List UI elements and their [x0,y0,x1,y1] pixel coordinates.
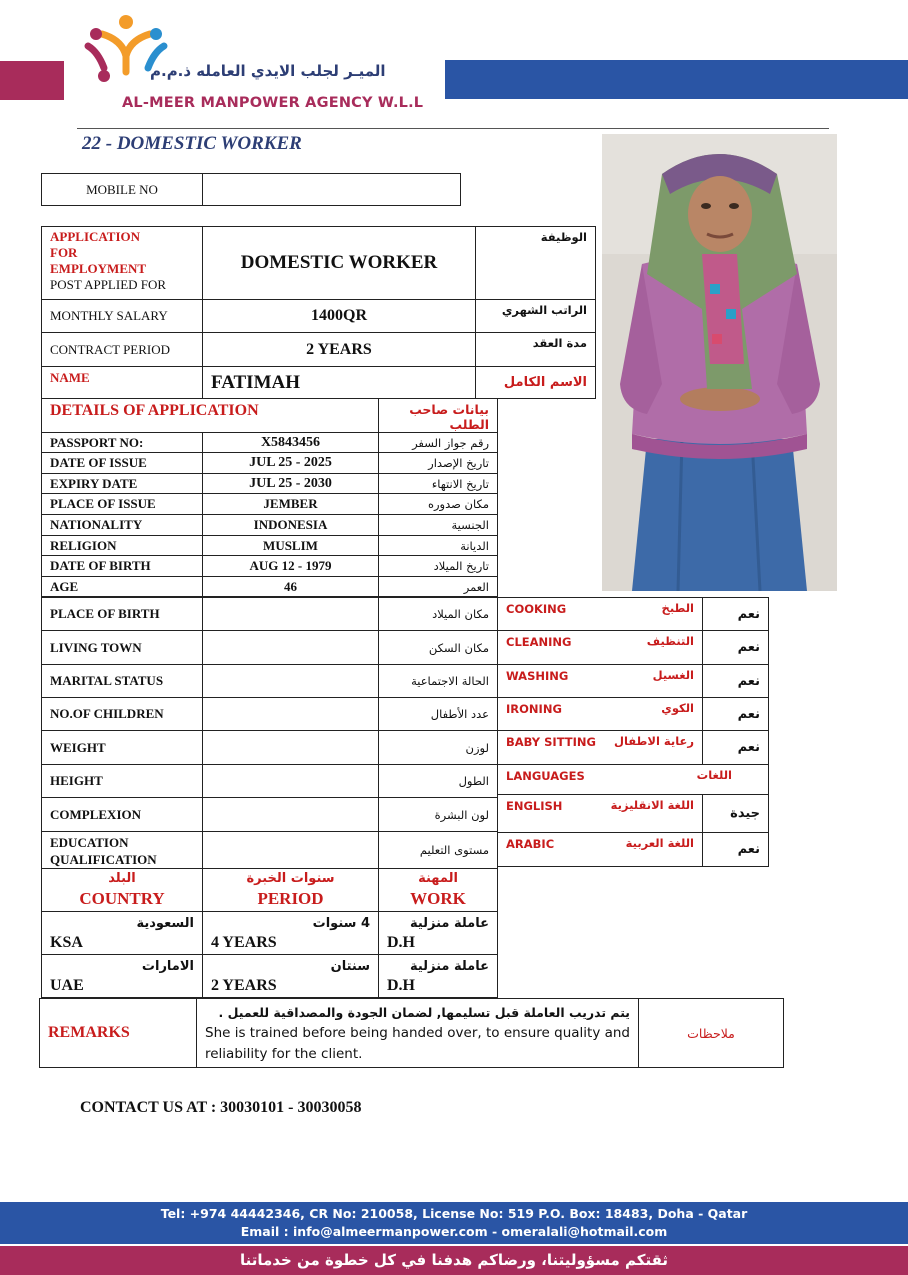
work-header-arabic: المهنة [418,871,458,887]
document-title: 22 - DOMESTIC WORKER [82,133,302,154]
mobile-value [203,174,461,206]
detail-label: PLACE OF ISSUE [42,494,203,515]
personal-label: NO.OF CHILDREN [42,698,203,731]
post-applied-arabic: الوظيفة [476,227,596,300]
detail-value: X5843456 [203,433,379,453]
application-label-3: EMPLOYMENT [50,261,147,276]
detail-value: JUL 25 - 2025 [203,453,379,474]
skill-cell [498,665,703,698]
applicant-photo [602,134,837,591]
remarks-text-english: She is trained before being handed over, to ensure quality and reliability for the client. [205,1025,630,1062]
skill-cell [498,698,703,731]
detail-label: PASSPORT NO: [42,433,203,453]
contract-arabic: مدة العقد [476,333,596,367]
exp-country-arabic: السعودية [136,915,194,931]
table-row [42,577,498,597]
table-row [498,731,769,765]
detail-value: AUG 12 - 1979 [203,556,379,577]
remarks-label-arabic: ملاحظات [639,999,784,1068]
detail-arabic: مكان صدوره [379,494,498,515]
detail-value: JEMBER [203,494,379,515]
exp-period-arabic: سنتان [330,958,370,974]
detail-arabic: الديانة [379,536,498,556]
detail-value: JUL 25 - 2030 [203,474,379,494]
footer-slogan: ثقتكم مسؤوليتنا، ورضاكم هدفنا في كل خطوة من خدماتنا [0,1246,908,1275]
languages-label: LANGUAGES [506,769,585,783]
skill-name: COOKING [506,602,567,616]
contract-label: CONTRACT PERIOD [42,333,203,367]
personal-value [203,598,379,631]
personal-label: COMPLEXION [42,798,203,832]
name-value: FATIMAH [203,367,476,399]
personal-value [203,765,379,798]
detail-label: NATIONALITY [42,515,203,536]
name-arabic: الاسم الكامل [476,367,596,399]
detail-label: EXPIRY DATE [42,474,203,494]
country-header [42,868,203,911]
skill-name: WASHING [506,669,569,683]
footer-line-2: Email : info@almeermanpower.com - omeralali@hotmail.com [240,1224,668,1239]
footer-line-1: Tel: +974 44442346, CR No: 210058, License No: 519 P.O. Box: 18483, Doha - Qatar [160,1206,748,1221]
detail-label: RELIGION [42,536,203,556]
personal-label-cell [42,832,203,869]
skill-answer: نعم [703,665,769,698]
table-row [42,515,498,536]
skill-name: BABY SITTING [506,735,596,749]
post-applied-value: DOMESTIC WORKER [203,227,476,300]
skill-name-arabic: التنظيف [646,634,694,648]
table-row [42,474,498,494]
table-row [42,631,498,665]
job-table [41,226,596,399]
application-label-2: FOR [50,245,78,260]
table-row [498,795,769,833]
skills-table [497,597,769,867]
personal-label: LIVING TOWN [42,631,203,665]
personal-label: WEIGHT [42,731,203,765]
personal-label: QUALIFICATION [50,852,157,867]
personal-label: MARITAL STATUS [42,665,203,698]
exp-period-cell [203,911,379,954]
personal-table [41,597,498,869]
language-level: جيدة [703,795,769,833]
table-row [42,911,498,954]
language-name-arabic: اللغة الانقليزية [610,798,694,812]
skill-cell [498,731,703,765]
table-row [42,698,498,731]
detail-label: DATE OF BIRTH [42,556,203,577]
personal-value [203,832,379,869]
languages-label-arabic: اللغات [696,768,732,782]
table-row [498,833,769,867]
personal-arabic: مكان الميلاد [379,598,498,631]
skill-name-arabic: الكوي [661,701,694,715]
period-header [203,868,379,911]
skill-name-arabic: الطبخ [661,601,694,615]
brand-name-english: AL-MEER MANPOWER AGENCY W.L.L [122,95,424,111]
personal-label: PLACE OF BIRTH [42,598,203,631]
details-table [41,398,498,597]
personal-arabic: مكان السكن [379,631,498,665]
detail-arabic: رقم جواز السفر [379,433,498,453]
skill-answer: نعم [703,698,769,731]
skill-name: IRONING [506,702,562,716]
header-accent-right [445,60,908,99]
period-header-arabic: سنوات الخبرة [246,871,335,887]
detail-arabic: الجنسية [379,515,498,536]
detail-label: AGE [42,577,203,597]
detail-value: 46 [203,577,379,597]
personal-value [203,731,379,765]
languages-heading [498,765,769,795]
personal-value [203,798,379,832]
exp-country-cell [42,954,203,997]
applicant-photo-illustration [602,134,837,591]
exp-country: UAE [50,976,84,994]
name-label: NAME [42,367,203,399]
table-row [42,832,498,869]
exp-period: 2 YEARS [211,976,277,994]
exp-work-cell [379,911,498,954]
remarks-table [39,998,784,1068]
personal-value [203,665,379,698]
language-name-arabic: اللغة العربية [625,836,694,850]
exp-work-cell [379,954,498,997]
experience-table [41,868,498,998]
table-row [42,731,498,765]
personal-arabic: مستوى التعليم [379,832,498,869]
personal-label: EDUCATION [50,835,129,850]
remarks-label: REMARKS [40,999,197,1068]
exp-period-cell [203,954,379,997]
language-name: ENGLISH [506,799,563,813]
mobile-table [41,173,461,206]
mobile-label: MOBILE NO [42,174,203,206]
skill-name: CLEANING [506,635,572,649]
details-heading: DETAILS OF APPLICATION [42,399,379,433]
personal-arabic: لون البشرة [379,798,498,832]
agency-logo [82,12,182,92]
personal-value [203,631,379,665]
exp-country-cell [42,911,203,954]
detail-arabic: تاريخ الانتهاء [379,474,498,494]
salary-value: 1400QR [203,300,476,333]
exp-period-arabic: 4 سنوات [312,915,370,931]
skill-answer: نعم [703,631,769,665]
table-row [42,665,498,698]
application-label-1: APPLICATION [50,229,141,244]
salary-arabic: الراتب الشهري [476,300,596,333]
post-applied-label-cell [42,227,203,300]
personal-value [203,698,379,731]
detail-value: MUSLIM [203,536,379,556]
skill-cell [498,631,703,665]
skill-name-arabic: رعاية الاطفال [613,734,694,748]
table-row [498,598,769,631]
exp-work-arabic: عاملة منزلية [409,915,489,931]
language-level: نعم [703,833,769,867]
table-row [42,798,498,832]
footer-info [0,1202,908,1244]
detail-arabic: تاريخ الميلاد [379,556,498,577]
skill-answer: نعم [703,598,769,631]
work-header-english: WORK [410,889,466,909]
contact-line: CONTACT US AT : 30030101 - 30030058 [80,1099,362,1116]
language-cell [498,795,703,833]
detail-arabic: العمر [379,577,498,597]
table-row [42,453,498,474]
salary-label: MONTHLY SALARY [42,300,203,333]
exp-work: D.H [387,933,415,951]
country-header-arabic: البلد [108,871,136,887]
exp-country-arabic: الامارات [141,958,194,974]
remarks-text-arabic: يتم تدريب العاملة قبل تسليمها, لضمان الجودة والمصداقية للعميل . [218,1005,630,1020]
post-applied-label: POST APPLIED FOR [50,277,167,292]
table-row [42,765,498,798]
header-rule [77,128,829,129]
remarks-text-cell [197,999,639,1068]
country-header-english: COUNTRY [79,889,165,909]
table-row [498,665,769,698]
skill-cell [498,598,703,631]
skill-name-arabic: الغسيل [652,668,694,682]
header-accent-left [0,61,64,100]
table-row [42,598,498,631]
exp-period: 4 YEARS [211,933,277,951]
table-row [42,556,498,577]
personal-arabic: الطول [379,765,498,798]
table-row [42,433,498,453]
exp-work: D.H [387,976,415,994]
detail-arabic: تاريخ الإصدار [379,453,498,474]
personal-label: HEIGHT [42,765,203,798]
language-name: ARABIC [506,837,555,851]
brand-name-arabic: الميـر لجلب الايدي العامله ذ.م.م [150,62,386,80]
personal-arabic: عدد الأطفال [379,698,498,731]
table-row [498,698,769,731]
table-row [42,954,498,997]
work-header [379,868,498,911]
detail-label: DATE OF ISSUE [42,453,203,474]
table-row [42,536,498,556]
exp-work-arabic: عاملة منزلية [409,958,489,974]
skill-answer: نعم [703,731,769,765]
details-heading-arabic: بيانات صاحب الطلب [379,399,498,433]
detail-value: INDONESIA [203,515,379,536]
table-row [42,494,498,515]
table-row [498,631,769,665]
language-cell [498,833,703,867]
contract-value: 2 YEARS [203,333,476,367]
period-header-english: PERIOD [257,889,324,909]
personal-arabic: الحالة الاجتماعية [379,665,498,698]
personal-arabic: لوزن [379,731,498,765]
exp-country: KSA [50,933,83,951]
